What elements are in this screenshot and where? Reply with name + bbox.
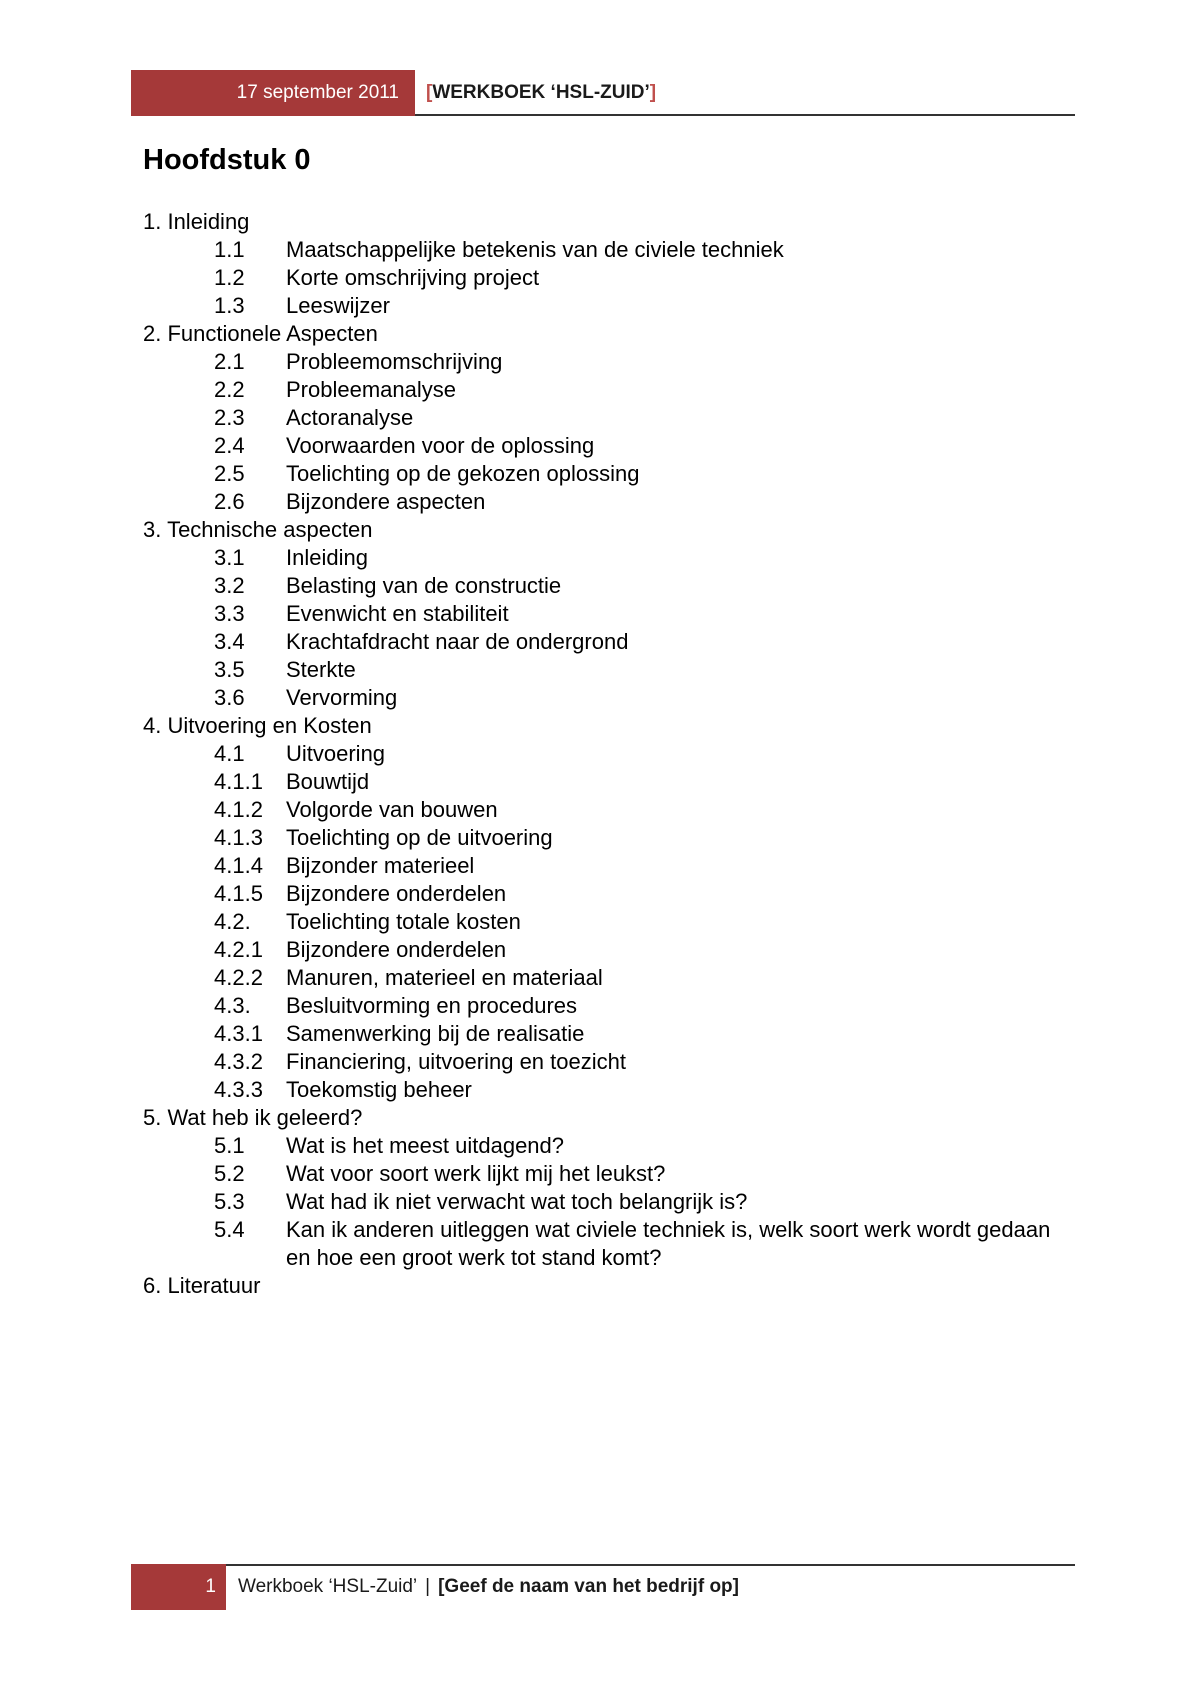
footer-text [238,1564,739,1610]
toc-item-title: Krachtafdracht naar de ondergrond [286,629,629,654]
toc-item-title: Vervorming [286,685,398,710]
toc-item-title: Samenwerking bij de realisatie [286,1021,585,1046]
toc-item-title: Belasting van de constructie [286,573,562,598]
toc-item [143,852,1063,880]
toc-item-number: 4.1.1 [214,769,263,794]
toc-item-number: 3.3 [214,601,245,626]
toc-item-title: Financiering, uitvoering en toezicht [286,1049,626,1074]
table-of-contents [143,208,1063,1300]
toc-item [143,600,1063,628]
toc-item-number: 1.3 [214,293,245,318]
toc-item [143,740,1063,768]
footer-page-band [131,1564,226,1610]
toc-item [143,796,1063,824]
toc-chapter-5: 5. Wat heb ik geleerd? [143,1105,363,1130]
toc-item [143,1048,1063,1076]
toc-item-title: Probleemomschrijving [286,349,503,374]
toc-item-number: 4.2.1 [214,937,263,962]
header-title [426,70,656,116]
toc-item-title: Manuren, materieel en materiaal [286,965,603,990]
toc-item [143,964,1063,992]
toc-item-title: Wat is het meest uitdagend? [286,1133,565,1158]
toc-item-title: Actoranalyse [286,405,414,430]
toc-item-number: 2.5 [214,461,245,486]
toc-item-title: Besluitvorming en procedures [286,993,578,1018]
toc-item-title: Toelichting op de gekozen oplossing [286,461,640,486]
toc-item-number: 3.1 [214,545,245,570]
toc-item-number: 3.5 [214,657,245,682]
toc-item-number: 5.1 [214,1133,245,1158]
toc-item [143,1076,1063,1104]
toc-item-number: 3.4 [214,629,245,654]
toc-item [143,376,1063,404]
toc-item-number: 4.1.4 [214,853,263,878]
toc-item [143,292,1063,320]
toc-chapter-6: 6. Literatuur [143,1273,261,1298]
header-title-text: WERKBOEK ‘HSL-ZUID’ [432,82,650,103]
toc-item [143,1132,1063,1160]
toc-item-title: Leeswijzer [286,293,390,318]
header-date: 17 september 2011 [236,82,399,103]
toc-item-number: 5.3 [214,1189,245,1214]
toc-item-number: 4.2. [214,909,251,934]
toc-item-number: 2.2 [214,377,245,402]
toc-item-title: Toekomstig beheer [286,1077,472,1102]
toc-item [143,432,1063,460]
toc-item [143,544,1063,572]
toc-item-title: Maatschappelijke betekenis van de civiele techniek [286,237,784,262]
toc-item-number: 5.2 [214,1161,245,1186]
toc-item-number: 2.1 [214,349,245,374]
toc-item-title: Wat voor soort werk lijkt mij het leukst? [286,1161,666,1186]
toc-item-number: 5.4 [214,1217,245,1242]
toc-chapter-3: 3. Technische aspecten [143,517,373,542]
toc-item [143,1020,1063,1048]
toc-item-title: Probleemanalyse [286,377,456,402]
toc-item [143,880,1063,908]
toc-item [143,824,1063,852]
toc-item-number: 4.2.2 [214,965,263,990]
toc-item [143,236,1063,264]
toc-item [143,768,1063,796]
toc-item [143,348,1063,376]
header-bracket-open: [ [426,82,433,103]
toc-item-title: Toelichting totale kosten [286,909,521,934]
toc-item [143,404,1063,432]
toc-item [143,460,1063,488]
toc-item [143,936,1063,964]
toc-chapter-2: 2. Functionele Aspecten [143,321,378,346]
toc-item-number: 4.1.5 [214,881,263,906]
toc-item [143,684,1063,712]
toc-item [143,264,1063,292]
toc-item-title: Kan ik anderen uitleggen wat civiele techniek is, welk soort werk wordt gedaan en hoe een groot werk tot stand komt? [286,1217,1051,1270]
toc-item-title: Sterkte [286,657,356,682]
header-date-band [131,70,415,116]
footer-company-placeholder: [Geef de naam van het bedrijf op] [438,1576,739,1597]
toc-item [143,656,1063,684]
toc-item-title: Bijzondere onderdelen [286,881,507,906]
toc-item-number: 4.1.3 [214,825,263,850]
toc-item-number: 3.6 [214,685,245,710]
toc-item-title: Inleiding [286,545,368,570]
toc-chapter-1: 1. Inleiding [143,209,250,234]
toc-item-title: Voorwaarden voor de oplossing [286,433,595,458]
toc-item-title: Bijzondere aspecten [286,489,486,514]
toc-item-title: Wat had ik niet verwacht wat toch belangrijk is? [286,1189,748,1214]
toc-item-title: Bijzonder materieel [286,853,475,878]
toc-item-number: 2.3 [214,405,245,430]
toc-item-number: 4.3.2 [214,1049,263,1074]
toc-item [143,992,1063,1020]
toc-item [143,572,1063,600]
toc-item [143,1188,1063,1216]
toc-item-number: 3.2 [214,573,245,598]
toc-item-number: 1.2 [214,265,245,290]
toc-item-number: 4.3.1 [214,1021,263,1046]
page-number: 1 [205,1576,216,1597]
toc-item-number: 4.1 [214,741,245,766]
toc-item-number: 2.4 [214,433,245,458]
footer-separator: | [425,1576,431,1597]
toc-item-title: Evenwicht en stabiliteit [286,601,509,626]
toc-item-number: 4.3. [214,993,251,1018]
toc-item [143,628,1063,656]
toc-item-title: Volgorde van bouwen [286,797,498,822]
toc-item-number: 4.3.3 [214,1077,263,1102]
header-divider [415,114,1075,116]
toc-item-number: 1.1 [214,237,245,262]
toc-item [143,1160,1063,1188]
toc-item [143,488,1063,516]
toc-item-title: Bijzondere onderdelen [286,937,507,962]
toc-item-title: Korte omschrijving project [286,265,540,290]
toc-item [143,1216,1063,1272]
toc-item-number: 4.1.2 [214,797,263,822]
toc-item-title: Bouwtijd [286,769,370,794]
toc-item-title: Uitvoering [286,741,386,766]
toc-chapter-4: 4. Uitvoering en Kosten [143,713,372,738]
toc-item-number: 2.6 [214,489,245,514]
footer-doc-name: Werkboek ‘HSL-Zuid’ [238,1576,418,1597]
toc-item [143,908,1063,936]
toc-item-title: Toelichting op de uitvoering [286,825,553,850]
page-title: Hoofdstuk 0 [143,144,311,176]
header-bracket-close: ] [649,82,657,103]
